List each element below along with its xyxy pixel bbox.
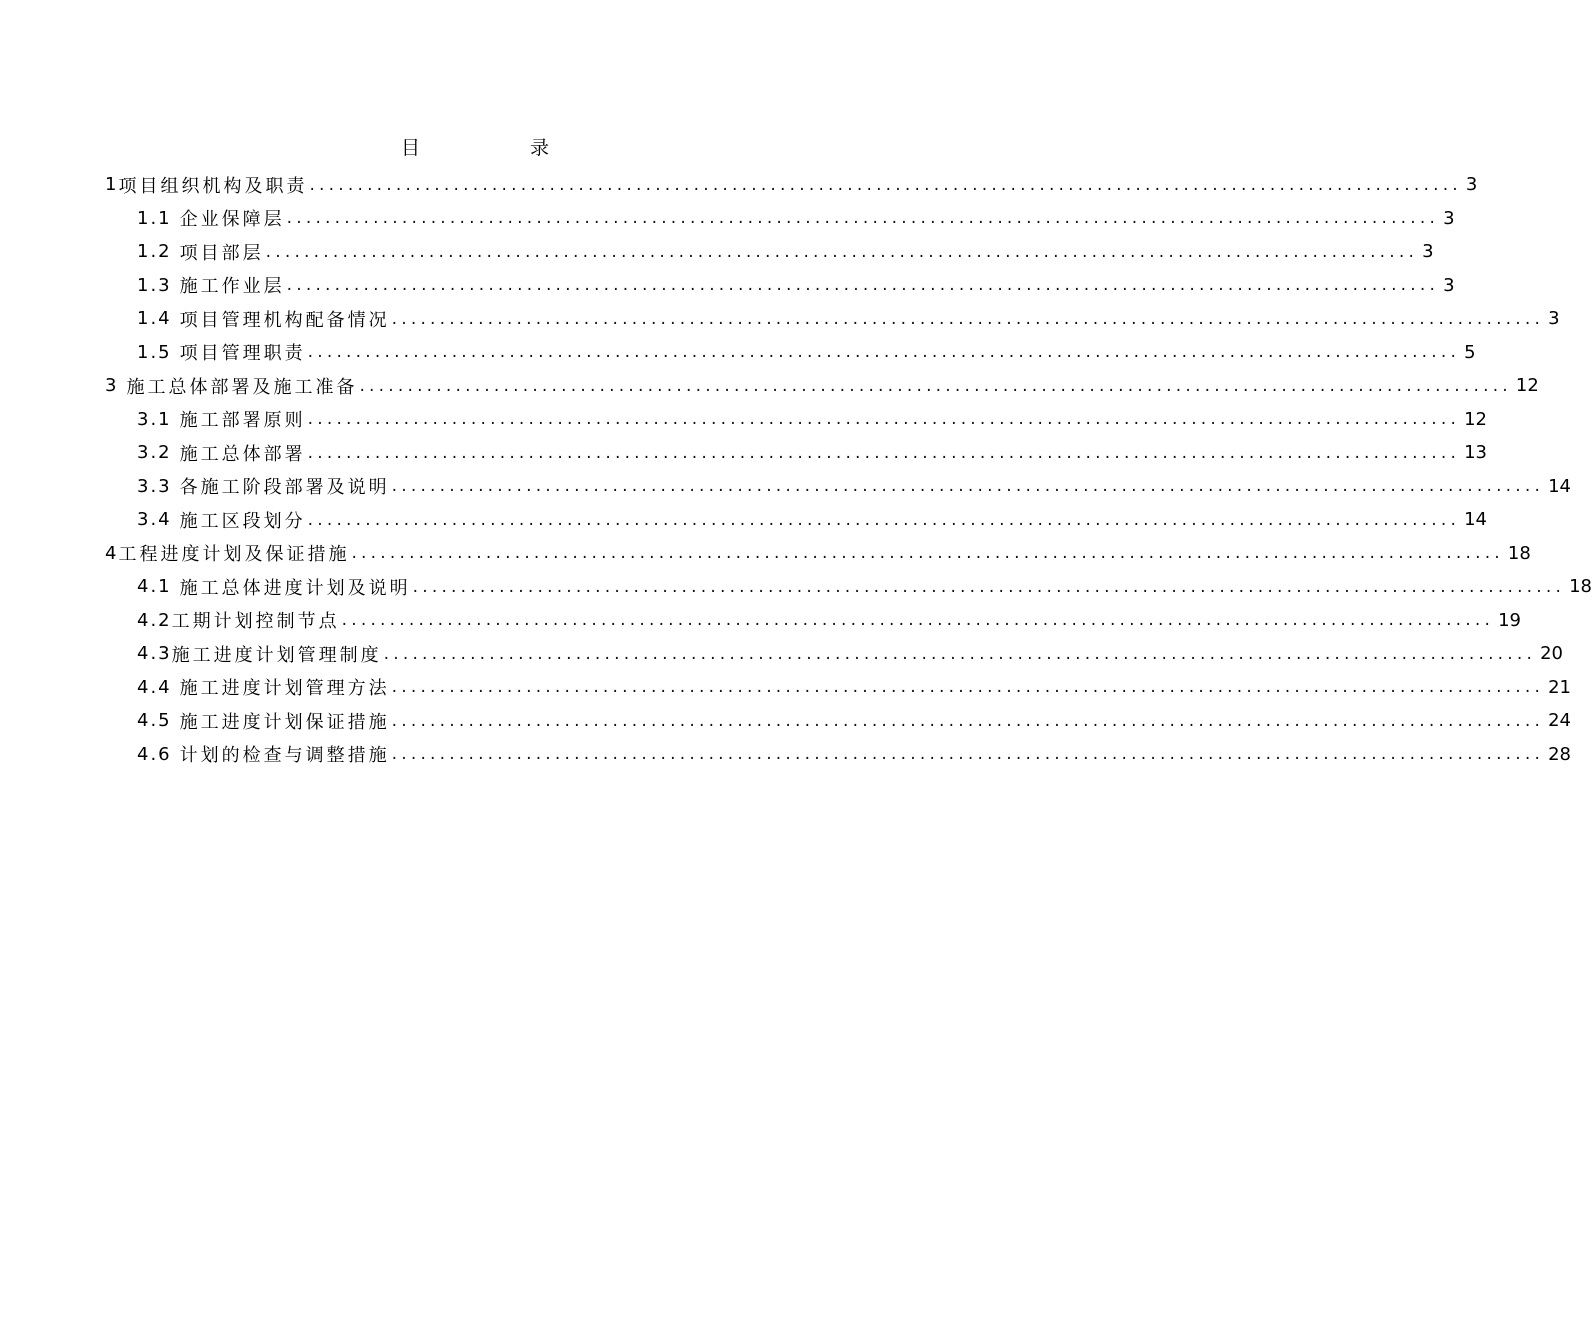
- toc-leader-dots: ........................................................................................................................: [286, 208, 1440, 229]
- toc-entry-number: 4.4: [137, 676, 172, 698]
- toc-leader-dots: ........................................................................................................................: [307, 509, 1461, 530]
- toc-entry[interactable]: [105, 503, 1488, 537]
- toc-entry-number: 4.1: [137, 576, 172, 598]
- toc-entry-number: 3.4: [137, 509, 172, 531]
- toc-entry[interactable]: [105, 704, 1572, 738]
- toc-leader-dots: ........................................................................................................................: [391, 476, 1545, 497]
- toc-page-number: 14: [1464, 509, 1488, 531]
- toc-leader-dots: ........................................................................................................................: [412, 576, 1566, 597]
- toc-page-number: 12: [1464, 408, 1488, 430]
- toc-entry-text: 工程进度计划及保证措施: [118, 544, 350, 566]
- toc-page-number: 5: [1464, 341, 1476, 363]
- toc-leader-dots: ........................................................................................................................: [391, 308, 1545, 329]
- toc-entry[interactable]: [105, 637, 1564, 671]
- toc-leader-dots: ........................................................................................................................: [307, 442, 1461, 463]
- toc-page-number: 12: [1515, 375, 1539, 397]
- toc-entry-number: 3: [105, 375, 119, 397]
- toc-entry-number: 1: [105, 174, 119, 196]
- toc-leader-dots: ........................................................................................................................: [265, 241, 1419, 262]
- toc-entry-text: 项目部层: [179, 242, 264, 264]
- toc-entry[interactable]: [105, 671, 1572, 705]
- toc-entry-text: 施工进度计划保证措施: [179, 711, 390, 733]
- toc-leader-dots: ........................................................................................................................: [391, 710, 1545, 731]
- toc-entry-text: 施工总体进度计划及说明: [179, 577, 411, 599]
- toc-page-number: 3: [1548, 308, 1560, 330]
- toc-entry-number: 1.2: [137, 241, 172, 263]
- toc-entry[interactable]: [105, 738, 1572, 772]
- toc-entry-text: 企业保障层: [179, 209, 285, 231]
- toc-page-number: 28: [1548, 743, 1572, 765]
- toc-entry-number: 1.4: [137, 308, 172, 330]
- toc-page-number: 14: [1548, 475, 1572, 497]
- toc-entry[interactable]: [105, 235, 1434, 269]
- toc-page-number: 3: [1443, 207, 1455, 229]
- toc-entry-number: 1.5: [137, 341, 172, 363]
- toc-entry[interactable]: [105, 470, 1572, 504]
- toc-entry-number: 3.1: [137, 408, 172, 430]
- toc-entry[interactable]: [105, 537, 1531, 571]
- toc-entry[interactable]: [105, 369, 1539, 403]
- toc-page-number: 24: [1548, 710, 1572, 732]
- toc-page-number: 18: [1507, 542, 1531, 564]
- toc-entry-text: 项目组织机构及职责: [118, 175, 308, 197]
- toc-page-number: 3: [1422, 241, 1434, 263]
- toc-page-number: 13: [1464, 442, 1488, 464]
- toc-entry-number: 1.3: [137, 274, 172, 296]
- toc-entry-number: 3.3: [137, 475, 172, 497]
- toc-entry-text: 施工作业层: [179, 276, 285, 298]
- table-of-contents: [105, 168, 1592, 771]
- page-title: 目 录: [400, 137, 602, 159]
- toc-entry-number: 4.6: [137, 743, 172, 765]
- toc-leader-dots: ........................................................................................................................: [383, 643, 1537, 664]
- toc-entry-text: 施工进度计划管理制度: [171, 644, 382, 666]
- toc-entry[interactable]: [105, 570, 1592, 604]
- toc-leader-dots: ........................................................................................................................: [391, 677, 1545, 698]
- toc-page-number: 20: [1540, 643, 1564, 665]
- toc-entry-number: 4.5: [137, 710, 172, 732]
- toc-entry[interactable]: [105, 269, 1455, 303]
- toc-entry-text: 工期计划控制节点: [171, 611, 340, 633]
- toc-entry-text: 施工进度计划管理方法: [179, 678, 390, 700]
- toc-entry-text: 施工部署原则: [179, 410, 306, 432]
- toc-entry-number: 1.1: [137, 207, 172, 229]
- toc-page-number: 21: [1548, 676, 1572, 698]
- toc-leader-dots: ........................................................................................................................: [286, 275, 1440, 296]
- toc-page-number: 18: [1569, 576, 1592, 598]
- toc-entry-number: 4.3: [137, 643, 172, 665]
- toc-leader-dots: ........................................................................................................................: [359, 375, 1512, 396]
- toc-leader-dots: ........................................................................................................................: [341, 610, 1495, 631]
- toc-leader-dots: ........................................................................................................................: [391, 744, 1545, 765]
- toc-entry-text: 施工总体部署: [179, 443, 306, 465]
- toc-entry[interactable]: [105, 336, 1476, 370]
- toc-leader-dots: ........................................................................................................................: [309, 174, 1462, 195]
- toc-page-number: 19: [1498, 609, 1522, 631]
- toc-entry-number: 3.2: [137, 442, 172, 464]
- toc-entry-number: 4: [105, 542, 119, 564]
- toc-page-number: 3: [1465, 174, 1478, 196]
- toc-entry[interactable]: [105, 403, 1488, 437]
- toc-entry-number: 4.2: [137, 609, 172, 631]
- toc-entry[interactable]: [105, 302, 1560, 336]
- toc-entry-text: 施工区段划分: [179, 510, 306, 532]
- toc-leader-dots: ........................................................................................................................: [351, 543, 1504, 564]
- toc-entry-text: 项目管理职责: [179, 343, 306, 365]
- toc-entry[interactable]: [105, 604, 1522, 638]
- toc-entry-text: 施工总体部署及施工准备: [126, 376, 358, 398]
- toc-entry-text: 各施工阶段部署及说明: [179, 477, 390, 499]
- toc-leader-dots: ........................................................................................................................: [307, 409, 1461, 430]
- toc-entry-text: 计划的检查与调整措施: [179, 745, 390, 767]
- toc-page-number: 3: [1443, 274, 1455, 296]
- toc-entry[interactable]: [105, 202, 1455, 236]
- toc-entry[interactable]: [105, 168, 1478, 202]
- toc-leader-dots: ........................................................................................................................: [307, 342, 1461, 363]
- toc-entry-text: 项目管理机构配备情况: [179, 309, 390, 331]
- toc-entry[interactable]: [105, 436, 1488, 470]
